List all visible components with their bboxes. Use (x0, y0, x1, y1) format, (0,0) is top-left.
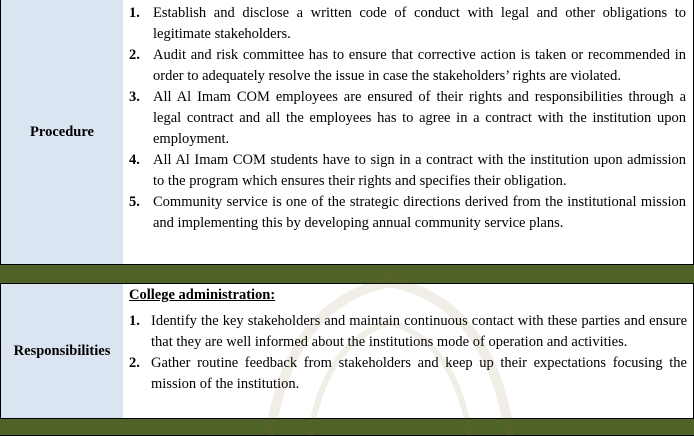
procedure-item: 1. Establish and disclose a written code of conduct with legal and other obligations to legitimate stakeholders. (129, 5, 686, 42)
responsibility-item: 1. Identify the key stakeholders and maintain continuous contact with these parties and ensure that they are well informed about the institutions mode of operation and activities. (129, 313, 687, 350)
responsibilities-list-wrap (123, 0, 694, 436)
procedure-label: Procedure (0, 0, 124, 264)
procedure-item-text: Audit and risk committee has to ensure that corrective action is taken or recommended in order to adequately resolve the issue in case the stakeholders’ rights are violated. (153, 47, 686, 84)
responsibility-item-text: Gather routine feedback from stakeholders and keep up their expectations focusing the mission of the institution. (151, 355, 687, 392)
section-divider (0, 418, 694, 436)
responsibility-item: 2. Gather routine feedback from stakeholders and keep up their expectations focusing the mission of the institution. (129, 355, 687, 392)
responsibilities-subheading: College administration: (129, 287, 276, 303)
procedure-item-text: All Al Imam COM students have to sign in a contract with the institution upon admission to the program which ensures their rights and specifies their obligation. (153, 152, 686, 189)
procedure-item: 5. Community service is one of the strategic directions derived from the institutional mission and implementing this by developing annual community service plans. (129, 194, 686, 231)
procedure-item-text: Community service is one of the strategic directions derived from the institutional mission and implementing this by developing annual community service plans. (153, 194, 686, 231)
responsibilities-label: Responsibilities (0, 284, 124, 418)
procedure-item: 4. All Al Imam COM students have to sign in a contract with the institution upon admission to the program which ensures their rights and specifies their obligation. (129, 152, 686, 189)
responsibilities-list (129, 311, 687, 395)
responsibility-item-text: Identify the key stakeholders and maintain continuous contact with these parties and ensure that they are well informed about the institutions mode of operation and activities. (151, 313, 687, 350)
procedure-item: 2. Audit and risk committee has to ensure that corrective action is taken or recommended in order to adequately resolve the issue in case the stakeholders’ rights are violated. (129, 47, 686, 84)
procedure-item-text: Establish and disclose a written code of conduct with legal and other obligations to legitimate stakeholders. (153, 5, 686, 42)
procedure-item: 3. All Al Imam COM employees are ensured of their rights and responsibilities through a legal contract and all the employees has to agree in a contract with the institution upon employment. (129, 89, 686, 147)
procedure-item-text: All Al Imam COM employees are ensured of their rights and responsibilities through a legal contract and all the employees has to agree in a contract with the institution upon employment. (153, 89, 686, 147)
